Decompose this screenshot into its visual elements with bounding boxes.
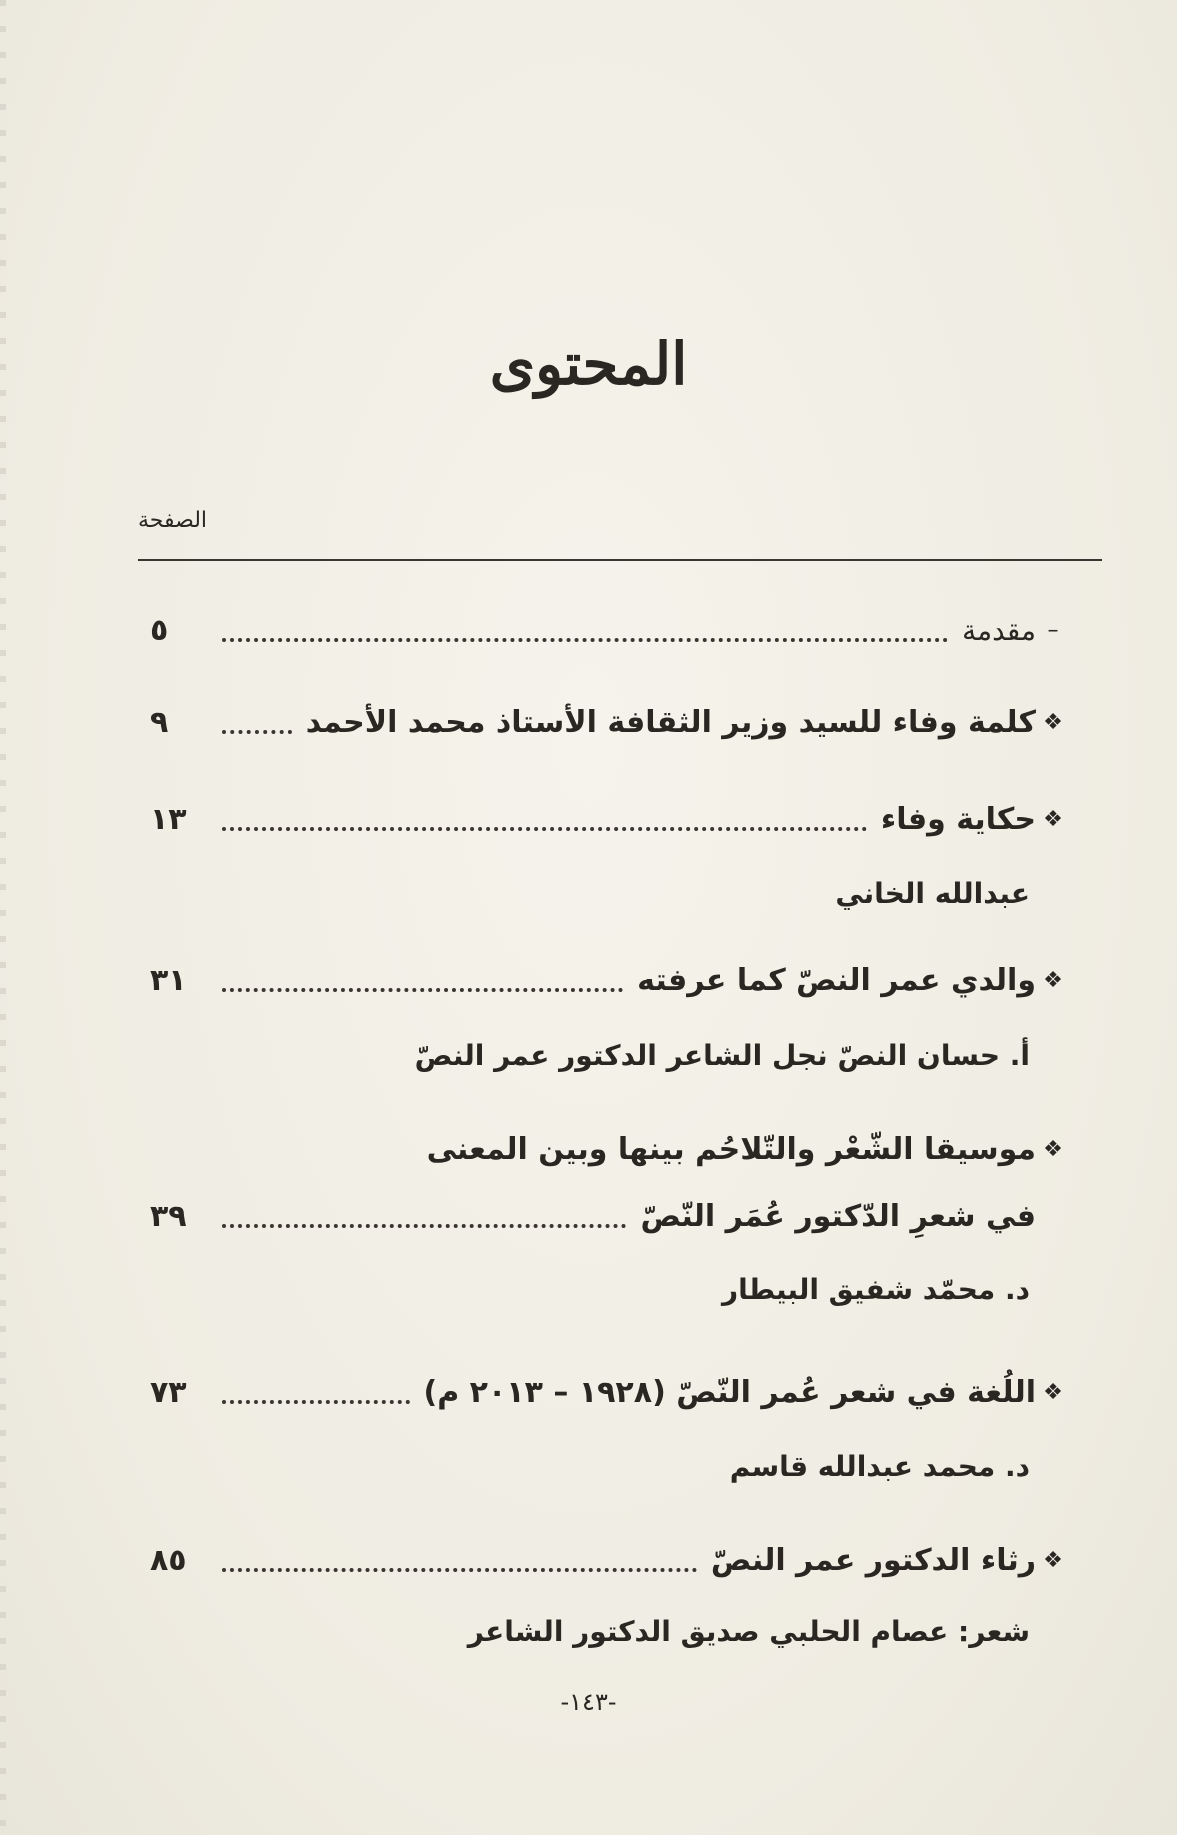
dot-leader: [222, 730, 292, 734]
dot-leader: [222, 988, 623, 992]
entry-title: كلمة وفاء للسيد وزير الثقافة الأستاذ محمد الأحمد: [305, 704, 1036, 740]
toc-entry-continuation[interactable]: [150, 1186, 1036, 1246]
entry-page-number: ٧٣: [150, 1374, 187, 1410]
toc-entry[interactable]: [150, 1362, 1070, 1422]
entry-title-continuation: في شعرِ الدّكتور عُمَر النّصّ: [640, 1198, 1036, 1234]
page-folio-number: -١٤٣-: [560, 1688, 617, 1716]
diamond-bullet-icon: ❖: [1043, 1379, 1063, 1405]
toc-entry[interactable]: [150, 692, 1070, 752]
dot-leader: [222, 638, 948, 642]
entry-page-number: ٣١: [150, 962, 187, 998]
entry-title: موسيقا الشّعْر والتّلاحُم بينها وبين المعنى: [426, 1131, 1036, 1167]
diamond-bullet-icon: ❖: [1043, 709, 1063, 735]
entry-page-number: ٩: [150, 704, 169, 740]
diamond-bullet-icon: ❖: [1043, 1547, 1063, 1573]
entry-title: والدي عمر النصّ كما عرفته: [637, 962, 1036, 998]
dot-leader: [222, 827, 867, 831]
diamond-bullet-icon: ❖: [1043, 967, 1063, 993]
entry-author: د. محمد عبدالله قاسم: [729, 1449, 1030, 1483]
toc-entry[interactable]: [150, 1119, 1070, 1179]
entry-title: مقدمة: [962, 613, 1036, 647]
entry-page-number: ٨٥: [150, 1542, 187, 1578]
entry-author: أ. حسان النصّ نجل الشاعر الدكتور عمر النصّ: [414, 1038, 1030, 1072]
header-rule: [138, 559, 1102, 561]
diamond-bullet-icon: ❖: [1043, 1136, 1063, 1162]
diamond-bullet-icon: ❖: [1043, 806, 1063, 832]
entry-page-number: ٥: [150, 612, 169, 648]
toc-entry[interactable]: [150, 789, 1070, 849]
entry-title: رثاء الدكتور عمر النصّ: [710, 1542, 1036, 1578]
entry-author: د. محمّد شفيق البيطار: [722, 1272, 1030, 1306]
entry-marker: –: [1047, 617, 1059, 643]
page-column-header: الصفحة: [138, 508, 208, 533]
entry-page-number: ١٣: [150, 801, 187, 837]
entry-title: حكاية وفاء: [880, 801, 1036, 837]
entry-page-number: ٣٩: [150, 1198, 187, 1234]
toc-entry[interactable]: [150, 1530, 1070, 1590]
dot-leader: [222, 1400, 410, 1404]
toc-entry[interactable]: [150, 950, 1070, 1010]
toc-entry[interactable]: [150, 600, 1070, 660]
entry-author: شعر: عصام الحلبي صديق الدكتور الشاعر: [467, 1614, 1030, 1648]
dot-leader: [222, 1224, 626, 1228]
page-title: المحتوى: [489, 330, 688, 398]
entry-author: عبدالله الخاني: [835, 876, 1030, 910]
entry-title: اللُغة في شعر عُمر النّصّ (١٩٢٨ – ٢٠١٣ م): [423, 1374, 1036, 1410]
binding-edge: [0, 0, 6, 1835]
dot-leader: [222, 1568, 697, 1572]
